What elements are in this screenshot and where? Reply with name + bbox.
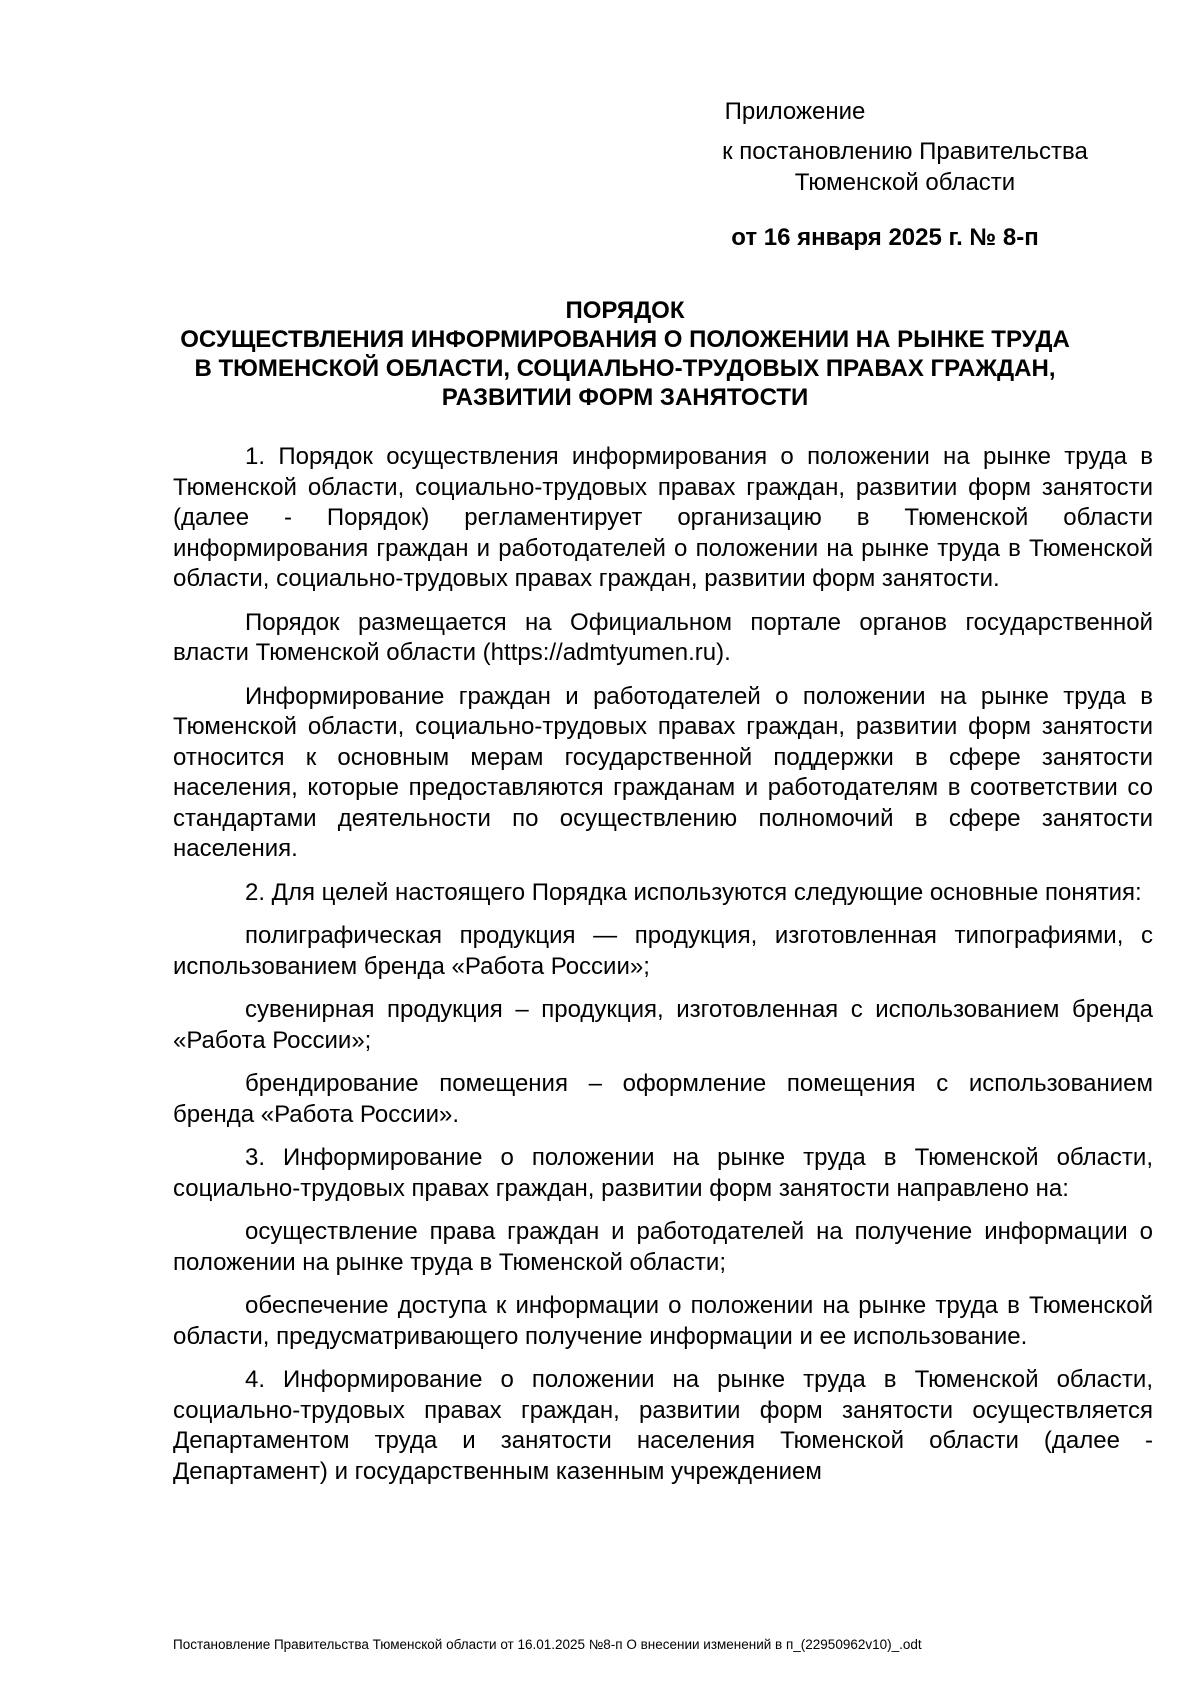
paragraph: Информирование граждан и работодателей о положении на рынке труда в Тюменской области, социально-трудовых правах граждан, развитии форм занятости относится к основным мерам государственной поддержки в сфере занятости населения, которые предоставляются гражданам и работодателям в соответствии со стандартами деятельности по осуществлению полномочий в сфере занятости населения. bbox=[173, 682, 1153, 862]
paragraph: полиграфическая продукция — продукция, изготовленная типографиями, с использованием бренда «Работа России»; bbox=[173, 922, 1153, 980]
document-heading bbox=[170, 296, 1080, 412]
appendix-title: Приложение bbox=[724, 98, 866, 125]
paragraph: сувенирная продукция – продукция, изготовленная с использованием бренда «Работа России»; bbox=[173, 996, 1153, 1054]
heading-title: ПОРЯДОК bbox=[565, 297, 685, 324]
paragraph: 1. Порядок осуществления информирования о положении на рынке труда в Тюменской области, социально-трудовых правах граждан, развитии форм занятости (далее - Порядок) регламентирует организацию в Тюменской области информирования граждан и работодателей о положении на рынке труда в Тюменской области, социально-трудовых правах граждан, развитии форм занятости. bbox=[173, 443, 1153, 592]
heading-subtitle: ОСУЩЕСТВЛЕНИЯ ИНФОРМИРОВАНИЯ О ПОЛОЖЕНИИ НА РЫНКЕ ТРУДА В ТЮМЕНСКОЙ ОБЛАСТИ, СОЦИАЛЬНО-ТРУДОВЫХ ПРАВАХ ГРАЖДАН, РАЗВИТИИ ФОРМ ЗАНЯТОСТИ bbox=[180, 326, 1070, 411]
paragraph: 4. Информирование о положении на рынке труда в Тюменской области, социально-трудовых правах граждан, развитии форм занятости осуществляется Департаментом труда и занятости населения Тюменской области (далее - Департамент) и государственным казенным учреждением bbox=[173, 1366, 1153, 1485]
paragraph: обеспечение доступа к информации о положении на рынке труда в Тюменской области, предусматривающего получение информации и ее использование. bbox=[173, 1292, 1153, 1350]
document-body bbox=[173, 442, 1153, 1500]
page-footer: Постановление Правительства Тюменской области от 16.01.2025 №8-п О внесении изменений в п_(22950962v10)_.odt bbox=[173, 1637, 922, 1652]
paragraph: брендирование помещения – оформление помещения с использованием бренда «Работа России». bbox=[173, 1070, 1153, 1128]
appendix-reference: к постановлению Правительства Тюменской области bbox=[722, 138, 1088, 196]
paragraph: 2. Для целей настоящего Порядка используются следующие основные понятия: bbox=[245, 878, 1142, 906]
appendix-date-number: от 16 января 2025 г. № 8-п bbox=[731, 224, 1039, 251]
paragraph: Порядок размещается на Официальном портале органов государственной власти Тюменской области (https://admtyumen.ru). bbox=[173, 608, 1153, 666]
paragraph: 3. Информирование о положении на рынке труда в Тюменской области, социально-трудовых правах граждан, развитии форм занятости направлено на: bbox=[173, 1144, 1153, 1202]
appendix-block bbox=[690, 96, 1120, 253]
paragraph: осуществление права граждан и работодателей на получение информации о положении на рынке труда в Тюменской области; bbox=[173, 1218, 1153, 1276]
